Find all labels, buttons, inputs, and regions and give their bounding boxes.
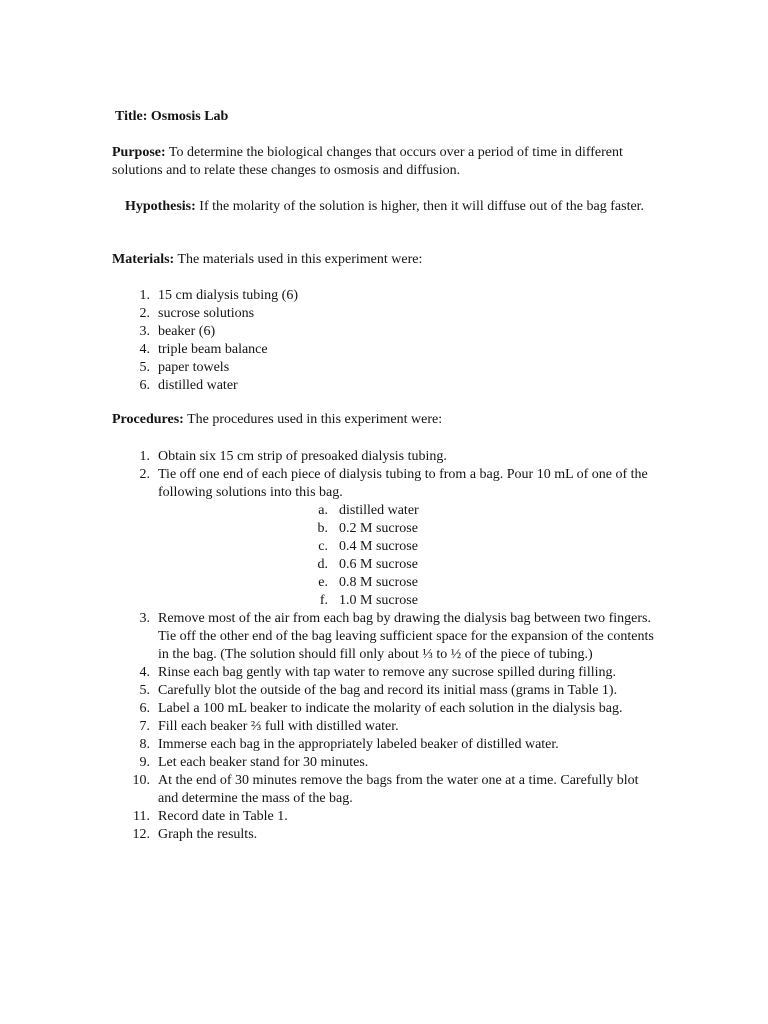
procedures-intro-text: The procedures used in this experiment were:	[187, 412, 443, 427]
document-title	[115, 108, 228, 126]
procedures-heading	[112, 411, 442, 429]
materials-list	[130, 287, 650, 395]
item-number: 8.	[139, 737, 150, 752]
item-content	[150, 826, 660, 844]
list-item	[130, 736, 660, 754]
item-content	[150, 466, 660, 610]
item-content	[150, 287, 650, 305]
item-number: 4.	[139, 665, 150, 680]
item-number: 6.	[139, 701, 150, 716]
sub-item-letter: b.	[317, 521, 328, 536]
item-number: 2.	[139, 306, 150, 321]
item-number: 12.	[132, 827, 150, 842]
item-number: 2.	[139, 467, 150, 482]
sub-item-text: 0.6 M sucrose	[339, 557, 418, 572]
item-content	[150, 359, 650, 377]
item-text: Graph the results.	[158, 827, 258, 842]
list-item	[130, 341, 650, 359]
list-item	[130, 287, 650, 305]
hypothesis-text: If the molarity of the solution is higher, then it will diffuse out of the bag faster.	[199, 199, 645, 214]
sub-item-text: 0.4 M sucrose	[339, 539, 418, 554]
item-content	[150, 323, 650, 341]
list-item	[130, 610, 660, 664]
item-number: 5.	[139, 360, 150, 375]
list-item	[130, 682, 660, 700]
item-number: 3.	[139, 324, 150, 339]
item-content	[150, 610, 660, 664]
list-item	[130, 754, 660, 772]
materials-intro-text: The materials used in this experiment were:	[177, 252, 423, 267]
item-number: 1.	[139, 449, 150, 464]
sub-item-letter: a.	[318, 503, 328, 518]
item-text: Rinse each bag gently with tap water to remove any sucrose spilled during filling.	[158, 665, 616, 680]
item-text: Remove most of the air from each bag by drawing the dialysis bag between two fingers. Tie off the other end of the bag leaving sufficient space for the expansion of the contents in the bag. (The solution should fill only about ⅓ to ½ of the piece of tubing.)	[158, 611, 654, 662]
materials-label: Materials:	[112, 252, 175, 267]
item-number: 3.	[139, 611, 150, 626]
sub-item-text: 0.8 M sucrose	[339, 575, 418, 590]
sub-item-text: 1.0 M sucrose	[339, 593, 418, 608]
list-item	[130, 826, 660, 844]
item-number: 5.	[139, 683, 150, 698]
item-text: Immerse each bag in the appropriately labeled beaker of distilled water.	[158, 737, 559, 752]
item-text: Obtain six 15 cm strip of presoaked dialysis tubing.	[158, 449, 447, 464]
sub-item-letter: f.	[319, 593, 328, 608]
list-item	[130, 323, 650, 341]
item-content	[150, 305, 650, 323]
materials-heading	[112, 251, 422, 269]
procedures-list	[130, 448, 660, 844]
item-text: 15 cm dialysis tubing (6)	[158, 288, 298, 303]
item-content	[150, 341, 650, 359]
sub-list-item	[315, 502, 660, 520]
item-content	[150, 772, 660, 808]
item-text: Carefully blot the outside of the bag and record its initial mass (grams in Table 1).	[158, 683, 618, 698]
procedures-label: Procedures:	[112, 412, 184, 427]
sub-list-item	[315, 556, 660, 574]
list-item	[130, 448, 660, 466]
item-number: 1.	[139, 288, 150, 303]
item-text: Record date in Table 1.	[158, 809, 288, 824]
item-number: 4.	[139, 342, 150, 357]
list-item	[130, 808, 660, 826]
item-content	[150, 664, 660, 682]
item-content	[150, 736, 660, 754]
item-text: Let each beaker stand for 30 minutes.	[158, 755, 369, 770]
item-text: Fill each beaker ⅔ full with distilled water.	[158, 719, 399, 734]
item-content	[150, 682, 660, 700]
list-item	[130, 664, 660, 682]
purpose-section	[112, 144, 637, 180]
item-text: beaker (6)	[158, 324, 216, 339]
item-number: 9.	[139, 755, 150, 770]
item-number: 6.	[139, 378, 150, 393]
sub-item-text: 0.2 M sucrose	[339, 521, 418, 536]
item-content	[150, 448, 660, 466]
hypothesis-section	[88, 198, 668, 216]
item-number: 10.	[132, 773, 150, 788]
title-label: Title:	[115, 109, 148, 124]
list-item	[130, 359, 650, 377]
list-item	[130, 772, 660, 808]
sub-item-letter: e.	[318, 575, 328, 590]
item-content	[150, 377, 650, 395]
purpose-text: To determine the biological changes that occurs over a period of time in different solutions and to relate these changes to osmosis and diffusion.	[112, 145, 623, 178]
item-content	[150, 754, 660, 772]
item-content	[150, 700, 660, 718]
purpose-label: Purpose:	[112, 145, 166, 160]
list-item	[130, 466, 660, 610]
sub-list-item	[315, 592, 660, 610]
sub-list-item	[315, 538, 660, 556]
item-text: triple beam balance	[158, 342, 268, 357]
title-text: Osmosis Lab	[150, 109, 229, 124]
list-item	[130, 718, 660, 736]
item-text: distilled water	[158, 378, 238, 393]
sub-item-letter: d.	[317, 557, 328, 572]
item-content	[150, 718, 660, 736]
sub-list-item	[315, 520, 660, 538]
hypothesis-label: Hypothesis:	[125, 199, 196, 214]
list-item	[130, 700, 660, 718]
item-text: paper towels	[158, 360, 230, 375]
sub-list-item	[315, 574, 660, 592]
sub-item-text: distilled water	[339, 503, 419, 518]
item-number: 11.	[133, 809, 150, 824]
item-content	[150, 808, 660, 826]
item-text: At the end of 30 minutes remove the bags from the water one at a time. Carefully blot and determine the mass of the bag.	[158, 773, 639, 806]
item-text: sucrose solutions	[158, 306, 255, 321]
sub-item-letter: c.	[318, 539, 328, 554]
list-item	[130, 305, 650, 323]
item-text: Label a 100 mL beaker to indicate the molarity of each solution in the dialysis bag.	[158, 701, 623, 716]
item-number: 7.	[139, 719, 150, 734]
list-item	[130, 377, 650, 395]
solutions-sub-list	[315, 502, 660, 610]
item-text: Tie off one end of each piece of dialysis tubing to from a bag. Pour 10 mL of one of the following solutions into this bag.	[158, 467, 648, 500]
